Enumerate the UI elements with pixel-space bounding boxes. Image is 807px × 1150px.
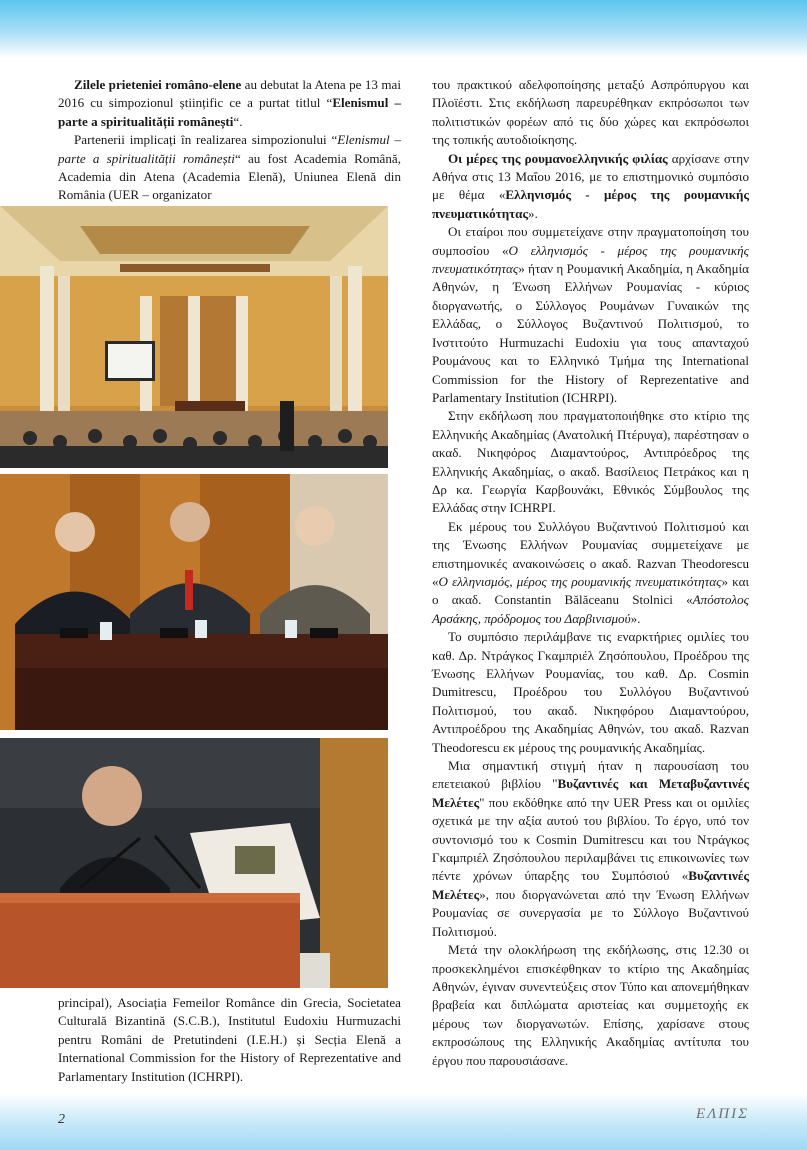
symposium-title: Elenismul – parte a spiritualității românești <box>58 95 401 129</box>
text: Partenerii implicați în realizarea simpozionului “ <box>74 132 338 148</box>
photo-speakers-panel <box>0 474 388 730</box>
photo-academy-hall <box>0 206 388 468</box>
text: " που εκδόθηκε από την UER Press και οι ομιλίες σχετικά με την αξία αυτού του βιβλίου. Το έργο, υπό τον συντονισμό του κ Cosmin Dumitrescu και του Ντράγκος Γκαμπριέλ Ζησόπουλου περιλαμβάνει τις επικοινωνίες των πέντε χρόνων ύπαρξης του Συμπόσιού « <box>432 794 749 884</box>
lead-bold: Zilele prieteniei româno-elene <box>74 77 242 92</box>
left-column-bottom <box>58 994 401 1086</box>
right-column <box>432 76 749 1070</box>
paragraph <box>432 150 749 224</box>
text: au debutat la Atena pe 13 mai 2016 cu simpozionul științific ce a purtat titlul <box>58 77 401 111</box>
text: “ au fost Academia Română, Academia din Atena (Academia Elenă), Uniunea Elenă din România (UER – organizator <box>58 150 401 203</box>
talk-title: Ο ελληνισμός, μέρος της ρουμανικής πνευματικότητας <box>438 573 722 589</box>
text: » και ο ακαδ. Constantin Bălăceanu Stolnici « <box>432 573 749 608</box>
paragraph: Μετά την ολοκλήρωση της εκδήλωσης, στις 12.30 οι προσκεκλημένοι επισκέφθηκαν το κτίριο της Ακαδημίας Αθηνών, έγιναν συνεντεύξεις στον Τύπο και απονεμήθηκαν βραβεία και διπλώματα αριστείας και συμμετοχής εκ μέρους των διοργανωτών. Επίσης, χαρίσανε στους εκπροσώπους της Ελληνικής Ακαδημίας αντίτυπα του έργου που παρουσιάσανε. <box>432 942 749 1068</box>
paragraph <box>58 76 401 131</box>
footer-band <box>0 1094 807 1150</box>
paragraph <box>58 131 401 205</box>
paragraph <box>432 757 749 941</box>
book-title: Βυζαντινές και Μεταβυζαντινές Μελέτες <box>432 776 749 810</box>
symposium-title: Ελληνισμός - μέρος της ρουμανικής πνευματικότητας <box>432 187 749 221</box>
lead-bold: Οι μέρες της ρουμανοελληνικής φιλίας <box>448 150 668 166</box>
paragraph <box>432 518 749 628</box>
paragraph <box>432 223 749 407</box>
paragraph: Το συμπόσιο περιλάμβανε τις εναρκτήριες ομιλίες του καθ. Δρ. Ντράγκος Γκαμπριέλ Ζησόπουλου, Προέδρου της Ένωσης Ελλήνων Ρουμανίας, του καθ. Δρ. Cosmin Dumitrescu, Προέδρου του Συλλόγου Βυζαντινού Πολιτισμού, του ακαδ. Νικηφόρου Διαμαντούρου, Αντιπροέδρου της Ακαδημίας Αθηνών, του ακαδ. Razvan Theodorescu εκ μέρους της ρουμανικής Ακαδημίας. <box>432 629 749 755</box>
text: » ήταν η Ρουμανική Ακαδημία, η Ακαδημία Αθηνών, η Ένωση Ελλήνων Ρουμανίας - κύριος διοργανωτής, ο Σύλλογος Ρουμάνων Γυναικών της Ελλάδας, ο Σύλλογος Βυζαντινού Πολιτισμού, το Ινστιτούτο Hurmuzachi Eudoxiu για τους απανταχού Ρουμάνους και το Ελληνικό Τμήμα της International Commission for the History of Reprezentative and Parlamentary Institution (ICHRPI). <box>432 261 749 405</box>
photo-speaker-with-book <box>0 738 388 988</box>
paragraph: principal), Asociația Femeilor Românce din Grecia, Societatea Culturală Bizantină (S.C.B.), Institutul Eudoxiu Hurmuzachi pentru Români de Pretutindeni (I.E.H.) și Secția Elenă a International Commission for the History of Reprezentative and Parlamentary Institution (ICHRPI). <box>58 995 401 1084</box>
header-band <box>0 0 807 58</box>
text: αρχίσανε στην Αθήνα στις 13 Μαΐου 2016, με το επιστημονικό συμπόσιο με θέμα « <box>432 150 750 203</box>
symposium-title: Elenismul – parte a spiritualității românești <box>58 132 401 166</box>
quote-mark: “ <box>326 95 333 111</box>
symposium-title: Ο ελληνισμός - μέρος της ρουμανικής πνευματικότητας <box>432 242 749 277</box>
paragraph: του πρακτικού αδελφοποίησης μεταξύ Ασπρόπυργου και Πλοϊέστι. Στις εκδήλωση παρευρέθηκαν εκπρόσωποι των πολιτιστικών φορέων από τις δύο χώρες και εκπρόσωποι της τοπικής αυτοδιοίκησης. <box>432 77 749 148</box>
symposium-name: Βυζαντινές Μελέτες <box>432 868 749 902</box>
quote-mark: “. <box>233 113 243 129</box>
talk-title: Απόστολος Αρσάκης, πρόδρομος του Δαρβινισμού <box>432 592 749 626</box>
text: Μια σημαντική στιγμή ήταν η παρουσίαση του επετειακού βιβλίου " <box>432 758 749 792</box>
text: ». <box>528 205 538 221</box>
magazine-name: ΕΛΠΙΣ <box>696 1106 749 1122</box>
left-column-top <box>58 76 401 205</box>
text: Εκ μέρους του Συλλόγου Βυζαντινού Πολιτισμού και της Ένωσης Ελλήνων Ρουμανίας συμμετείχανε με επιστημονικές ανακοινώσεις ο ακαδ. Razvan Theodorescu « <box>432 518 749 589</box>
text: Οι εταίροι που συμμετείχανε στην πραγματοποίηση του συμποσίου « <box>432 224 749 258</box>
text: ». <box>630 610 641 626</box>
paragraph: Στην εκδήλωση που πραγματοποιήθηκε στο κτίριο της Ελληνικής Ακαδημίας (Ανατολική Πτέρυγα), παρέστησαν ο ακαδ. Νικηφόρος Διαμαντούρος, Αντιπρόεδρος της Ελληνικής Ακαδημίας, ο ακαδ. Βασίλειος Πετράκος και η Δρ κα. Γεωργία Καρβουνάκι, Εθνικός Σύμβουλος της Ελλάδας στην ICHRPI. <box>432 408 749 516</box>
text: », που διοργανώνεται από την Ένωση Ελλήνων Ρουμανίας σε συνεργασία με το Σύλλογο Βυζαντινού Πολιτισμού. <box>432 886 749 939</box>
page-number: 2 <box>58 1112 65 1127</box>
